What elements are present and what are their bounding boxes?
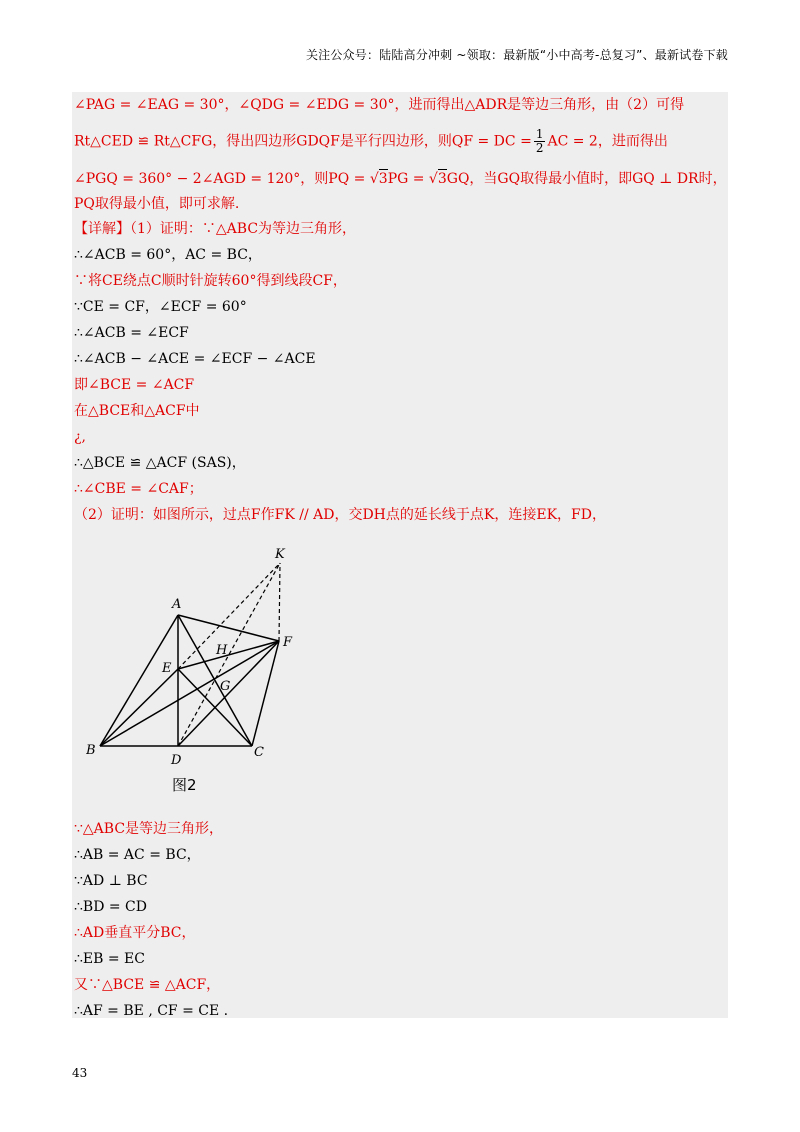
segment-af <box>178 615 279 641</box>
text-line-24: ∴AF = BE , CF = CE . <box>74 1003 229 1019</box>
text-line-19: ∵AD ⊥ BC <box>74 873 148 889</box>
text-line-18: ∴AB = AC = BC， <box>74 847 201 863</box>
dashed-segment-ek <box>178 563 280 669</box>
text-line-1: ∠PAG = ∠EAG = 30°，∠QDG = ∠EDG = 30°，进而得出△ADR是等边三角形，由（2）可得 <box>74 97 685 113</box>
label-e: E <box>162 661 172 676</box>
text-line-9: ∴∠ACB = ∠ECF <box>74 325 189 341</box>
label-g: G <box>220 679 231 694</box>
text-line-14: ∴△BCE ≌ △ACF (SAS)， <box>74 455 246 471</box>
text-line-2-part-b: AC = 2，进而得出 <box>547 133 668 150</box>
text-line-2-part-a: Rt△CED ≌ Rt△CFG，得出四边形GDQF是平行四边形，则QF = DC = <box>74 133 532 150</box>
text-line-20: ∴BD = CD <box>74 899 147 915</box>
label-b: B <box>86 743 96 758</box>
label-h: H <box>216 643 228 658</box>
text-line-11: 即∠BCE = ∠ACF <box>74 377 195 393</box>
text-line-3-part-c: GQ，当GQ取得最小值时，即GQ ⊥ DR时， <box>446 171 727 187</box>
text-line-2 <box>74 128 668 155</box>
solution-content <box>72 92 728 1018</box>
fraction-numerator: 1 <box>535 127 544 141</box>
text-line-16: （2）证明：如图所示，过点F作FK // AD，交DH点的延长线于点K，连接EK，FD， <box>74 507 606 523</box>
text-line-22: ∴EB = EC <box>74 951 145 967</box>
text-line-15: ∴∠CBE = ∠CAF； <box>74 481 203 497</box>
text-line-13: ¿, <box>74 429 86 445</box>
text-line-6: ∴∠ACB = 60°，AC = BC， <box>74 247 262 263</box>
text-line-10: ∴∠ACB − ∠ACE = ∠ECF − ∠ACE <box>74 351 316 367</box>
figure-caption: 图2 <box>172 776 197 794</box>
page-number: 43 <box>72 1066 88 1080</box>
page-header: 关注公众号：陆陆高分冲刺 ~领取：最新版“小中高考-总复习”、最新试卷下载 <box>305 48 728 62</box>
text-line-3-part-b: PG = √ <box>387 171 438 187</box>
label-a: A <box>172 597 182 612</box>
fraction-one-half <box>534 128 546 155</box>
label-k: K <box>275 547 285 562</box>
text-line-3-part-a: ∠PGQ = 360° − 2∠AGD = 120°，则PQ = √ <box>74 171 379 187</box>
label-d: D <box>171 753 182 768</box>
text-line-5: 【详解】（1）证明：∵△ABC为等边三角形， <box>74 221 357 237</box>
text-line-8: ∵CE = CF，∠ECF = 60° <box>74 299 247 315</box>
label-c: C <box>254 745 264 760</box>
dashed-segment-fk <box>279 563 280 641</box>
text-line-17: ∵△ABC是等边三角形， <box>74 821 224 837</box>
text-line-4: PQ取得最小值，即可求解. <box>74 196 240 212</box>
fraction-denominator: 2 <box>535 141 544 155</box>
text-line-21: ∴AD垂直平分BC， <box>74 925 196 941</box>
text-line-23: 又∵△BCE ≌ △ACF， <box>74 977 221 993</box>
text-line-3 <box>74 170 727 188</box>
segment-ef <box>178 641 279 669</box>
text-line-7: ∵将CE绕点C顺时针旋转60°得到线段CF， <box>74 273 347 289</box>
label-f: F <box>283 635 293 650</box>
segment-cf <box>252 641 279 746</box>
geometry-figure <box>86 542 326 792</box>
text-line-12: 在△BCE和△ACF中 <box>74 403 200 419</box>
sqrt-radicand-2: 3 <box>437 171 447 187</box>
sqrt-radicand-1: 3 <box>378 171 388 187</box>
